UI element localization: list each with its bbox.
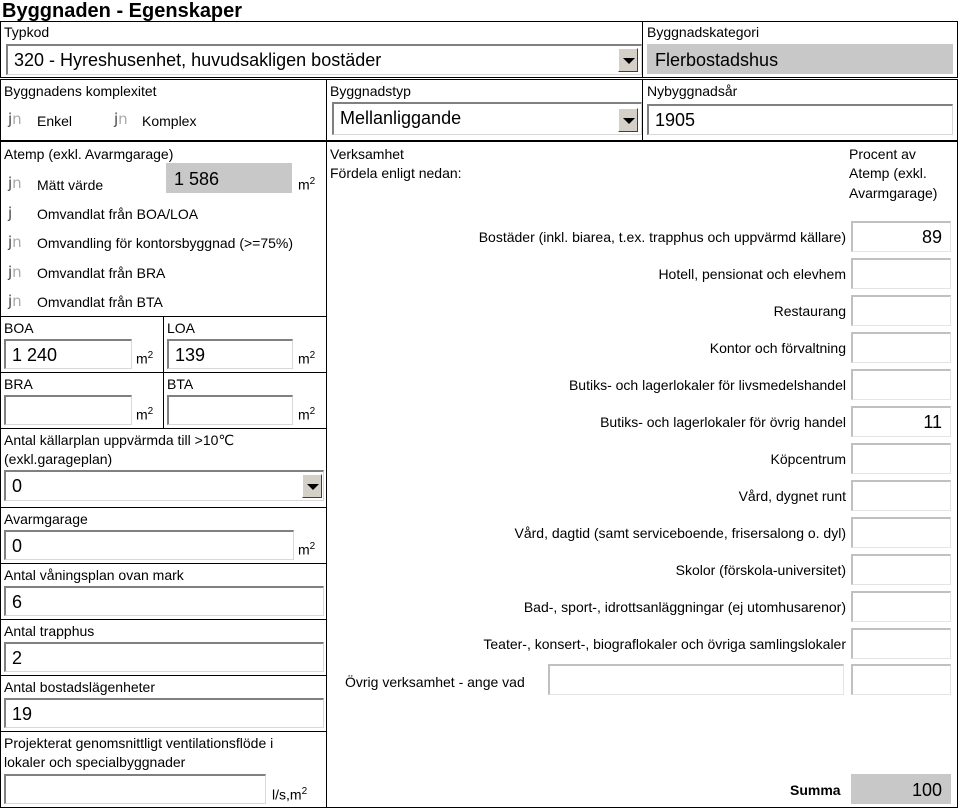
trapphus-label: Antal trapphus — [4, 623, 95, 639]
trapphus-input[interactable] — [4, 642, 324, 672]
ovrig-procent-input[interactable] — [851, 664, 951, 695]
verksamhet-row-input[interactable] — [851, 369, 951, 400]
verksamhet-sublabel: Fördela enligt nedan: — [330, 165, 462, 181]
loa-unit — [298, 350, 315, 367]
radio-komplex-icon[interactable] — [114, 110, 128, 128]
verksamhet-row-label: Vård, dygnet runt — [738, 488, 846, 504]
verksamhet-row-input[interactable] — [851, 480, 951, 511]
radio-kontor-label: Omvandling för kontorsbyggnad (>=75%) — [37, 235, 294, 251]
loa-unit-m: m — [298, 350, 310, 367]
radio-matt-label: Mätt värde — [37, 177, 104, 193]
radio-kontor-glyph-n: n — [12, 233, 22, 251]
loa-input[interactable] — [167, 339, 293, 369]
bta-unit-sup: 2 — [309, 406, 316, 417]
radio-enkel-glyph-n: n — [12, 110, 22, 128]
radio-matt-glyph-j: j — [8, 174, 13, 192]
kallarplan-dropdown-icon[interactable] — [302, 474, 322, 498]
radio-enkel-glyph-j: j — [8, 110, 13, 128]
radio-bta-glyph-j: j — [8, 292, 13, 310]
verksamhet-row-label: Skolor (förskola-universitet) — [675, 562, 846, 578]
bra-unit — [136, 406, 153, 423]
radio-komplex-glyph-j: j — [114, 110, 119, 128]
kallarplan-value: 0 — [12, 476, 23, 496]
radio-matt-glyph-n: n — [12, 174, 22, 192]
radio-bta-glyph-n: n — [12, 292, 22, 310]
verksamhet-row-label: Bad-, sport-, idrottsanläggningar (ej utomhusarenor) — [523, 599, 846, 615]
byggnadstyp-dropdown-icon[interactable] — [618, 108, 638, 132]
ventilation-input[interactable] — [4, 774, 266, 804]
typkod-dropdown-icon[interactable] — [618, 48, 638, 72]
radio-komplex-label: Komplex — [142, 113, 197, 129]
bra-input[interactable] — [4, 395, 132, 425]
verksamhet-row-input[interactable] — [851, 258, 951, 289]
atemp-matt-field — [166, 163, 292, 193]
page-title: Byggnaden - Egenskaper — [2, 0, 243, 22]
bra-label: BRA — [4, 376, 33, 392]
radio-kontor-glyph-j: j — [8, 233, 13, 251]
radio-boa-glyph-j: j — [8, 204, 13, 222]
verksamhet-row-label: Butiks- och lagerlokaler för livsmedelshandel — [568, 377, 846, 393]
radio-bra-glyph-n: n — [12, 263, 22, 281]
loa-label: LOA — [167, 320, 196, 336]
radio-enkel-icon[interactable] — [8, 110, 22, 128]
radio-boa-label: Omvandlat från BOA/LOA — [37, 206, 199, 222]
atemp-label: Atemp (exkl. Avarmgarage) — [4, 146, 174, 162]
vaningsplan-label: Antal våningsplan ovan mark — [4, 567, 184, 583]
verksamhet-row-label: Teater-, konsert-, biograflokaler och övriga samlingslokaler — [483, 636, 846, 652]
avarmgarage-value: 0 — [12, 536, 23, 556]
boa-unit-m: m — [136, 350, 148, 367]
boa-unit-sup: 2 — [147, 350, 154, 361]
nybyggnadsar-label: Nybyggnadsår — [647, 83, 738, 99]
verksamhet-row-value: 89 — [921, 227, 942, 247]
verksamhet-row-label: Hotell, pensionat och elevhem — [658, 266, 846, 282]
verksamhet-row-input[interactable] — [851, 628, 951, 659]
kategori-label: Byggnadskategori — [647, 24, 760, 40]
ventilation-label-2: lokaler och specialbyggnader — [4, 754, 186, 770]
kategori-value: Flerbostadshus — [655, 50, 779, 70]
verksamhet-row-input[interactable] — [851, 591, 951, 622]
verksamhet-row-label: Kontor och förvaltning — [709, 340, 846, 356]
ventilation-unit-ls: l/s,m — [272, 786, 302, 803]
ventilation-label-1: Projekterat genomsnittligt ventilationsflöde i — [4, 735, 274, 751]
avarmgarage-unit — [298, 541, 315, 558]
avarmgarage-unit-sup: 2 — [309, 541, 316, 552]
kategori-field — [647, 44, 953, 74]
lagenheter-label: Antal bostadslägenheter — [4, 679, 155, 695]
boa-unit — [136, 350, 153, 367]
nybyggnadsar-value: 1905 — [655, 110, 696, 130]
bta-unit — [298, 406, 315, 423]
atemp-unit-sup: 2 — [309, 176, 316, 187]
kallarplan-label-2: (exkl.garageplan) — [4, 451, 113, 467]
bta-unit-m: m — [298, 406, 310, 423]
typkod-label: Typkod — [4, 24, 50, 40]
verksamhet-row-input[interactable] — [851, 221, 951, 252]
bta-label: BTA — [167, 376, 194, 392]
radio-matt-icon[interactable] — [8, 174, 22, 192]
verksamhet-row-input[interactable] — [851, 554, 951, 585]
trapphus-value: 2 — [12, 648, 23, 668]
radio-bra-icon[interactable] — [8, 263, 22, 281]
summa-value: 100 — [911, 780, 942, 800]
ovrig-verksamhet-input[interactable] — [548, 664, 844, 695]
atemp-unit — [298, 176, 315, 193]
loa-unit-sup: 2 — [309, 350, 316, 361]
bra-unit-m: m — [136, 406, 148, 423]
boa-label: BOA — [4, 320, 34, 336]
radio-boa-icon[interactable] — [8, 204, 12, 222]
radio-bta-label: Omvandlat från BTA — [37, 294, 163, 310]
radio-enkel-label: Enkel — [37, 113, 73, 129]
verksamhet-row-value: 11 — [923, 412, 942, 432]
loa-value: 139 — [175, 345, 206, 365]
ventilation-unit-sup: 2 — [301, 786, 308, 797]
byggnadstyp-select[interactable] — [332, 102, 642, 135]
summa-field — [851, 774, 951, 804]
bra-unit-sup: 2 — [147, 406, 154, 417]
verksamhet-row-input[interactable] — [851, 332, 951, 363]
kallarplan-label-1: Antal källarplan uppvärmda till >10℃ — [4, 432, 235, 448]
lagenheter-value: 19 — [12, 704, 33, 724]
avarmgarage-input[interactable] — [4, 530, 294, 560]
nybyggnadsar-input[interactable] — [647, 104, 953, 135]
vaningsplan-value: 6 — [12, 592, 23, 612]
summa-label: Summa — [790, 782, 841, 798]
verksamhet-row-label: Vård, dagtid (samt serviceboende, frisersalong o. dyl) — [514, 525, 846, 541]
radio-bta-icon[interactable] — [8, 292, 22, 310]
verksamhet-row-input[interactable] — [851, 443, 951, 474]
typkod-select[interactable] — [6, 44, 642, 75]
procent-label-1: Procent av — [849, 146, 916, 162]
procent-label-2: Atemp (exkl. — [849, 165, 927, 181]
byggnadstyp-label: Byggnadstyp — [330, 83, 411, 99]
verksamhet-label: Verksamhet — [330, 146, 404, 162]
komplexitet-label: Byggnadens komplexitet — [4, 83, 157, 99]
verksamhet-row-label: Butiks- och lagerlokaler för övrig handel — [600, 414, 846, 430]
verksamhet-row-input[interactable] — [851, 295, 951, 326]
vaningsplan-input[interactable] — [4, 586, 324, 616]
boa-input[interactable] — [4, 339, 132, 369]
ventilation-unit — [272, 786, 307, 803]
bta-input[interactable] — [167, 395, 293, 425]
lagenheter-input[interactable] — [4, 698, 324, 728]
typkod-value: 320 - Hyreshusenhet, huvudsakligen bostäder — [14, 50, 382, 70]
verksamhet-row-label: Restaurang — [773, 303, 846, 319]
radio-komplex-glyph-n: n — [118, 110, 128, 128]
radio-kontor-icon[interactable] — [8, 233, 22, 251]
avarmgarage-label: Avarmgarage — [4, 511, 88, 527]
ovrig-verksamhet-label: Övrig verksamhet - ange vad — [345, 674, 525, 690]
atemp-unit-m: m — [298, 176, 310, 193]
verksamhet-row-input[interactable] — [851, 406, 951, 437]
verksamhet-row-label: Bostäder (inkl. biarea, t.ex. trapphus och uppvärmd källare) — [478, 229, 846, 245]
verksamhet-row-input[interactable] — [851, 517, 951, 548]
procent-label-3: Avarmgarage) — [849, 185, 938, 201]
kallarplan-select[interactable] — [4, 470, 324, 501]
boa-value: 1 240 — [12, 345, 58, 365]
atemp-matt-value: 1 586 — [174, 169, 220, 189]
radio-bra-glyph-j: j — [8, 263, 13, 281]
verksamhet-row-label: Köpcentrum — [770, 451, 846, 467]
radio-bra-label: Omvandlat från BRA — [37, 265, 166, 281]
avarmgarage-unit-m: m — [298, 541, 310, 558]
byggnadstyp-value: Mellanliggande — [340, 108, 462, 128]
